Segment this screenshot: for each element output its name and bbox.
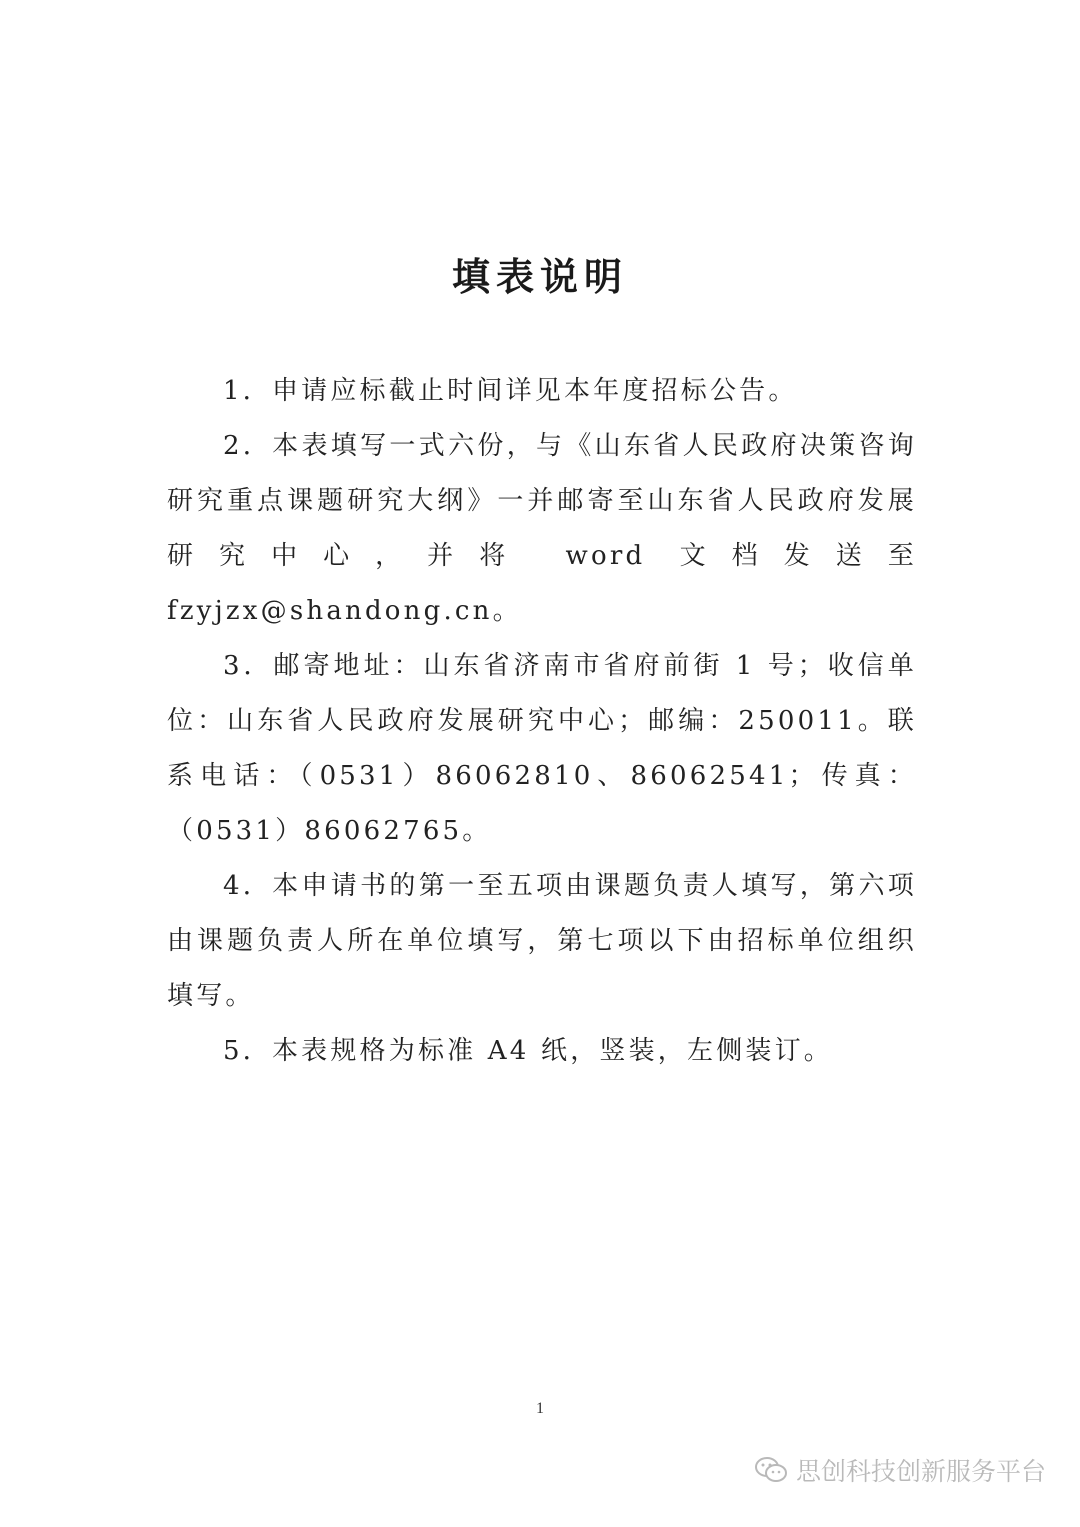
instruction-item-4: 4．本申请书的第一至五项由课题负责人填写，第六项由课题负责人所在单位填写，第七项以下由招标单位组织填写。	[167, 871, 917, 1011]
watermark-text: 思创科技创新服务平台	[795, 1457, 1046, 1486]
instruction-item-5: 5．本表规格为标准 A4 纸，竖装，左侧装订。	[223, 1036, 833, 1066]
instructions-body	[167, 364, 917, 1079]
page-number: 1	[536, 1400, 544, 1417]
instruction-item-3: 3．邮寄地址：山东省济南市省府前街 1 号；收信单位：山东省人民政府发展研究中心；邮编：250011。联系电话：（0531）86062810、86062541；传真：（0531）86062765。	[167, 651, 917, 846]
instruction-item-2: 2．本表填写一式六份，与《山东省人民政府决策咨询研究重点课题研究大纲》一并邮寄至山东省人民政府发展研究中心，并将 word 文档发送至 fzyjzx@shandong.cn。	[167, 431, 917, 626]
wechat-icon	[754, 1456, 788, 1484]
instruction-item-1: 1．申请应标截止时间详见本年度招标公告。	[223, 376, 798, 406]
watermark	[754, 1452, 1046, 1488]
page-title: 填表说明	[451, 255, 628, 299]
